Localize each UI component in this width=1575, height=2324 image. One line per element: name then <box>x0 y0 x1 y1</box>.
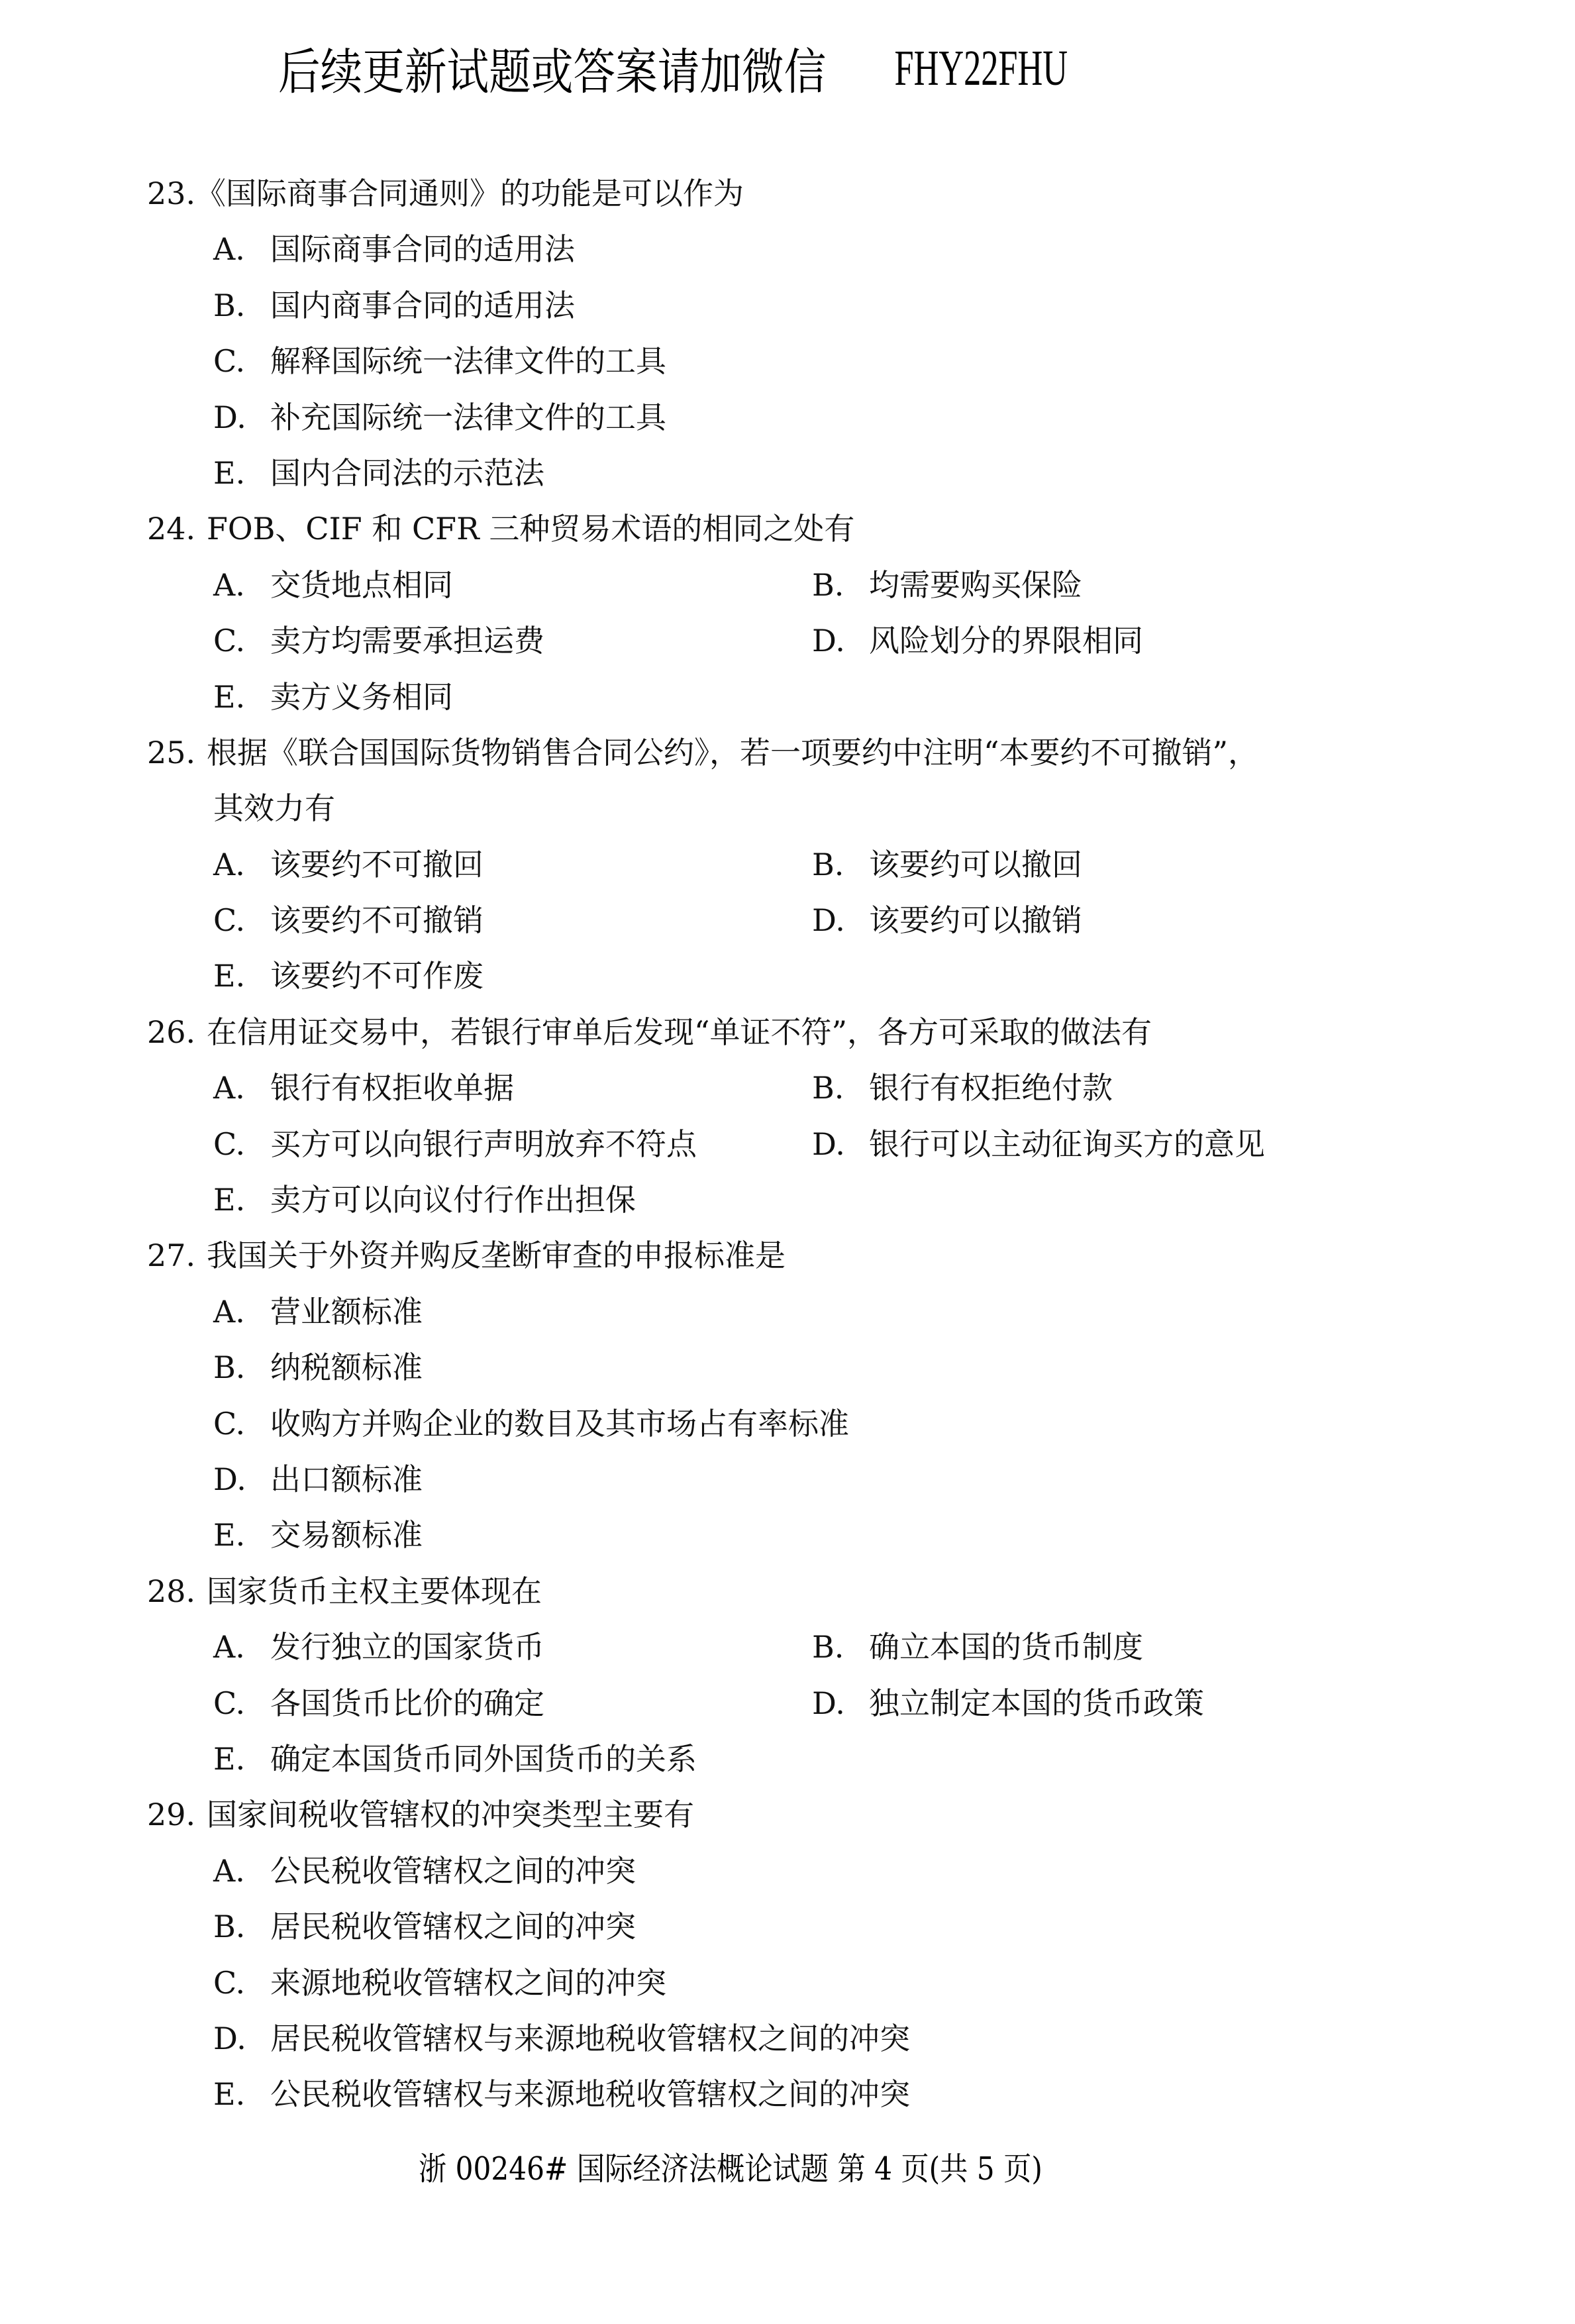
option-a: A. 营业额标准 <box>213 1293 423 1330</box>
question-text: 我国关于外资并购反垄断审查的申报标准是 <box>207 1238 786 1274</box>
option-e: E. 卖方义务相同 <box>213 678 453 715</box>
option-row <box>0 837 1575 892</box>
header-wechat-id: FHY22FHU <box>894 40 1068 96</box>
question-text: 其效力有 <box>213 790 335 827</box>
question-stem <box>0 1563 1575 1619</box>
option-d: D. 独立制定本国的货币政策 <box>812 1685 1204 1721</box>
option-b: B. 国内商事合同的适用法 <box>213 287 575 323</box>
page-header <box>278 32 1111 105</box>
option-c: C. 各国货币比价的确定 <box>213 1685 544 1721</box>
question-stem <box>0 725 1575 780</box>
option-row <box>0 1731 1575 1787</box>
option-row <box>0 1284 1575 1340</box>
page-footer: 浙 00246# 国际经济法概论试题 第 4 页(共 5 页) <box>419 2150 1042 2188</box>
option-c: C. 该要约不可撤销 <box>213 902 483 939</box>
option-row <box>0 1452 1575 1507</box>
question-stem <box>0 166 1575 221</box>
option-a: A. 发行独立的国家货币 <box>213 1629 544 1665</box>
question-text: 国家间税收管辖权的冲突类型主要有 <box>207 1797 694 1833</box>
question-list <box>0 166 1575 2123</box>
option-e: E. 公民税收管辖权与来源地税收管辖权之间的冲突 <box>213 2076 910 2113</box>
option-c: C. 来源地税收管辖权之间的冲突 <box>213 1964 666 2001</box>
option-b: B. 确立本国的货币制度 <box>812 1629 1143 1665</box>
question-23 <box>0 166 1575 501</box>
option-b: B. 该要约可以撤回 <box>812 846 1082 882</box>
option-d: D. 居民税收管辖权与来源地税收管辖权之间的冲突 <box>213 2020 910 2056</box>
option-b: B. 纳税额标准 <box>213 1349 423 1386</box>
option-c: C. 卖方均需要承担运费 <box>213 623 544 659</box>
question-stem <box>0 1004 1575 1060</box>
question-stem-continued <box>0 780 1575 836</box>
option-e: E. 卖方可以向议付行作出担保 <box>213 1182 636 1218</box>
question-text: 在信用证交易中，若银行审单后发现“单证不符”，各方可采取的做法有 <box>207 1014 1152 1050</box>
option-d: D. 风险划分的界限相同 <box>812 623 1143 659</box>
option-row <box>0 1899 1575 1954</box>
option-d: D. 银行可以主动征询买方的意见 <box>812 1126 1265 1162</box>
option-row <box>0 1619 1575 1675</box>
option-row <box>0 221 1575 277</box>
question-number: 27. <box>147 1238 196 1274</box>
question-number: 29. <box>147 1797 196 1833</box>
option-b: B. 均需要购买保险 <box>812 566 1082 603</box>
question-text: FOB、CIF 和 CFR 三种贸易术语的相同之处有 <box>207 511 855 547</box>
header-notice: 后续更新试题或答案请加微信 <box>278 44 827 101</box>
question-26 <box>0 1004 1575 1228</box>
option-row <box>0 1396 1575 1452</box>
option-b: B. 居民税收管辖权之间的冲突 <box>213 1909 636 1945</box>
option-e: E. 交易额标准 <box>213 1517 423 1554</box>
option-row <box>0 557 1575 613</box>
question-text: 根据《联合国国际货物销售合同公约》，若一项要约中注明“本要约不可撤销”， <box>207 734 1259 770</box>
option-c: C. 买方可以向银行声明放弃不符点 <box>213 1126 697 1162</box>
option-row <box>0 1955 1575 2011</box>
option-e: E. 确定本国货币同外国货币的关系 <box>213 1740 697 1777</box>
option-row <box>0 278 1575 333</box>
option-a: A. 公民税收管辖权之间的冲突 <box>213 1852 636 1889</box>
question-text: 国家货币主权主要体现在 <box>207 1573 542 1609</box>
question-stem <box>0 501 1575 556</box>
option-d: D. 补充国际统一法律文件的工具 <box>213 399 666 435</box>
question-25 <box>0 725 1575 1004</box>
option-row <box>0 1172 1575 1228</box>
question-29 <box>0 1787 1575 2122</box>
option-row <box>0 1507 1575 1563</box>
option-row <box>0 390 1575 445</box>
option-row <box>0 1060 1575 1116</box>
question-number: 26. <box>147 1014 196 1050</box>
question-text: 《国际商事合同通则》的功能是可以作为 <box>195 176 744 211</box>
option-row <box>0 1340 1575 1395</box>
option-row <box>0 1675 1575 1731</box>
option-a: A. 国际商事合同的适用法 <box>213 231 575 268</box>
option-row <box>0 1843 1575 1899</box>
question-24 <box>0 501 1575 725</box>
option-b: B. 银行有权拒绝付款 <box>812 1070 1113 1106</box>
option-a: A. 该要约不可撤回 <box>213 846 483 882</box>
option-d: D. 该要约可以撤销 <box>812 902 1082 939</box>
option-row <box>0 333 1575 389</box>
option-e: E. 国内合同法的示范法 <box>213 454 544 491</box>
question-stem <box>0 1228 1575 1283</box>
option-row <box>0 2066 1575 2122</box>
question-28 <box>0 1563 1575 1787</box>
option-row <box>0 2011 1575 2066</box>
option-a: A. 交货地点相同 <box>213 566 453 603</box>
option-d: D. 出口额标准 <box>213 1461 423 1497</box>
option-a: A. 银行有权拒收单据 <box>213 1070 514 1106</box>
question-27 <box>0 1228 1575 1563</box>
option-row <box>0 613 1575 668</box>
option-c: C. 解释国际统一法律文件的工具 <box>213 343 666 380</box>
option-row <box>0 948 1575 1004</box>
option-e: E. 该要约不可作废 <box>213 958 483 994</box>
option-row <box>0 669 1575 725</box>
option-c: C. 收购方并购企业的数目及其市场占有率标准 <box>213 1405 849 1442</box>
question-stem <box>0 1787 1575 1842</box>
option-row <box>0 892 1575 948</box>
option-row <box>0 1116 1575 1172</box>
question-number: 23. <box>147 176 196 211</box>
question-number: 28. <box>147 1573 196 1609</box>
question-number: 24. <box>147 511 196 547</box>
option-row <box>0 445 1575 501</box>
question-number: 25. <box>147 734 196 770</box>
